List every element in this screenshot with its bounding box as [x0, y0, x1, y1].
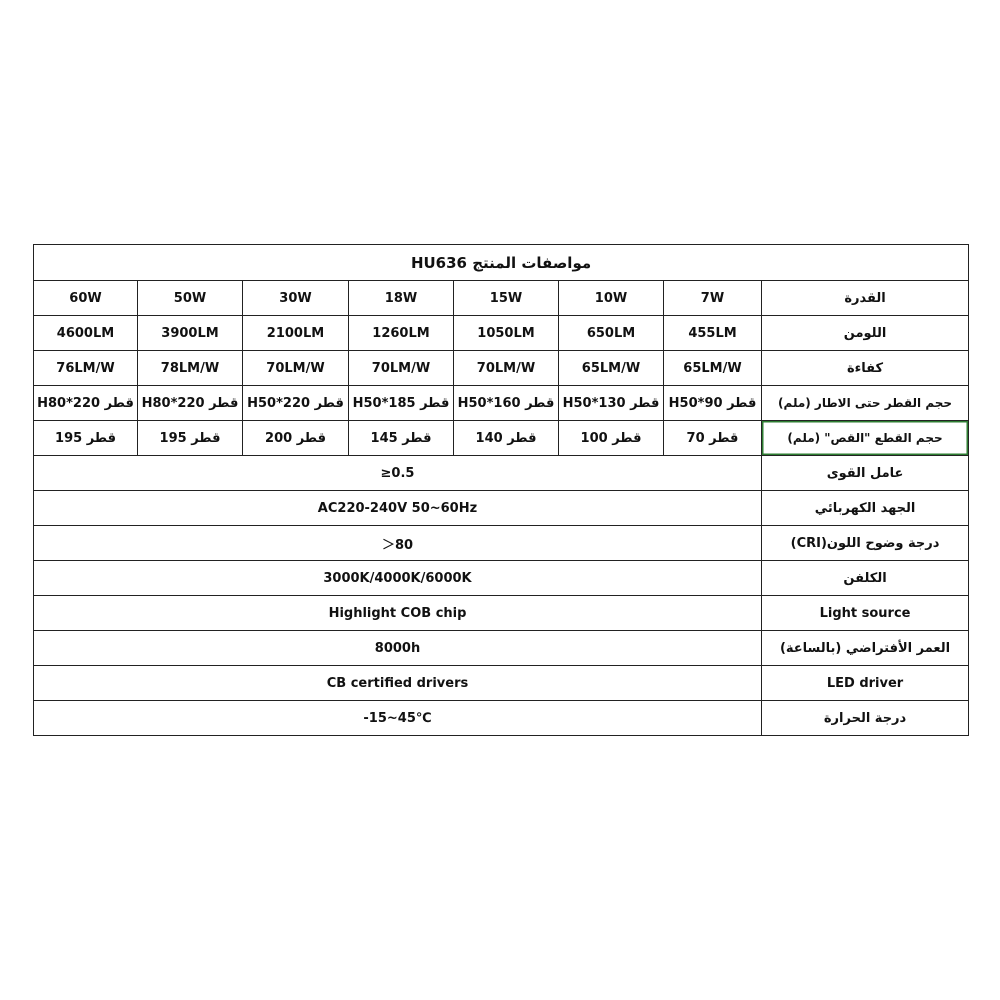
spec-row — [34, 596, 969, 631]
spec-table-container — [33, 244, 968, 736]
spec-row — [34, 561, 969, 596]
spec-row — [34, 701, 969, 736]
voltage-value: AC220-240V 50~60Hz — [34, 491, 762, 526]
light-source-value: Highlight COB chip — [34, 596, 762, 631]
spec-row — [34, 631, 969, 666]
efficiency-cell: 70LM/W — [243, 351, 349, 386]
cut-size-cell: قطر 100 — [559, 421, 664, 456]
spec-row — [34, 666, 969, 701]
color-temp-value: 3000K/4000K/6000K — [34, 561, 762, 596]
efficiency-cell: 65LM/W — [559, 351, 664, 386]
cut-size-cell: قطر 195 — [34, 421, 138, 456]
cut-size-cell: قطر 145 — [349, 421, 454, 456]
color-temp-label: الكلفن — [762, 561, 969, 596]
efficiency-cell: 70LM/W — [349, 351, 454, 386]
frame-size-cell: قطر 90*H50 — [664, 386, 762, 421]
light-source-label: Light source — [762, 596, 969, 631]
frame-size-cell: قطر 220*H80 — [34, 386, 138, 421]
frame-size-cell: قطر 185*H50 — [349, 386, 454, 421]
lumen-cell: 455LM — [664, 316, 762, 351]
led-driver-value: CB certified drivers — [34, 666, 762, 701]
voltage-label: الجهد الكهربائي — [762, 491, 969, 526]
cut-size-cell: قطر 200 — [243, 421, 349, 456]
temperature-value: -15~45℃ — [34, 701, 762, 736]
frame-size-label: حجم القطر حتى الاطار (ملم) — [762, 386, 969, 421]
power-cell: 50W — [138, 281, 243, 316]
cut-size-row — [34, 421, 969, 456]
cut-size-cell: قطر 195 — [138, 421, 243, 456]
lumen-cell: 4600LM — [34, 316, 138, 351]
table-title: مواصفات المنتج HU636 — [34, 245, 969, 281]
power-cell: 60W — [34, 281, 138, 316]
power-cell: 30W — [243, 281, 349, 316]
frame-size-cell: قطر 220*H80 — [138, 386, 243, 421]
lumen-cell: 1260LM — [349, 316, 454, 351]
lumen-row — [34, 316, 969, 351]
cut-size-label: حجم القطع "القص" (ملم) — [762, 421, 969, 456]
frame-size-cell: قطر 160*H50 — [454, 386, 559, 421]
spec-row — [34, 526, 969, 561]
efficiency-cell: 76LM/W — [34, 351, 138, 386]
lumen-cell: 650LM — [559, 316, 664, 351]
efficiency-row — [34, 351, 969, 386]
frame-size-cell: قطر 220*H50 — [243, 386, 349, 421]
efficiency-cell: 65LM/W — [664, 351, 762, 386]
cut-size-cell: قطر 140 — [454, 421, 559, 456]
led-driver-label: LED driver — [762, 666, 969, 701]
power-cell: 18W — [349, 281, 454, 316]
spec-row — [34, 456, 969, 491]
lumen-label: اللومن — [762, 316, 969, 351]
frame-size-cell: قطر 130*H50 — [559, 386, 664, 421]
title-row — [34, 245, 969, 281]
power-factor-label: عامل القوى — [762, 456, 969, 491]
lumen-cell: 3900LM — [138, 316, 243, 351]
efficiency-label: كفاءة — [762, 351, 969, 386]
power-cell: 7W — [664, 281, 762, 316]
cut-size-cell: قطر 70 — [664, 421, 762, 456]
power-cell: 10W — [559, 281, 664, 316]
frame-size-row — [34, 386, 969, 421]
cri-label: درجة وضوح اللون(CRI) — [762, 526, 969, 561]
temperature-label: درجة الحرارة — [762, 701, 969, 736]
spec-table — [33, 244, 969, 736]
power-factor-value: ≥0.5 — [34, 456, 762, 491]
lumen-cell: 2100LM — [243, 316, 349, 351]
efficiency-cell: 70LM/W — [454, 351, 559, 386]
efficiency-cell: 78LM/W — [138, 351, 243, 386]
spec-row — [34, 491, 969, 526]
power-row — [34, 281, 969, 316]
power-cell: 15W — [454, 281, 559, 316]
power-label: القدرة — [762, 281, 969, 316]
lumen-cell: 1050LM — [454, 316, 559, 351]
cri-value: ＞80 — [34, 526, 762, 561]
lifespan-value: 8000h — [34, 631, 762, 666]
lifespan-label: العمر الأفتراضي (بالساعة) — [762, 631, 969, 666]
